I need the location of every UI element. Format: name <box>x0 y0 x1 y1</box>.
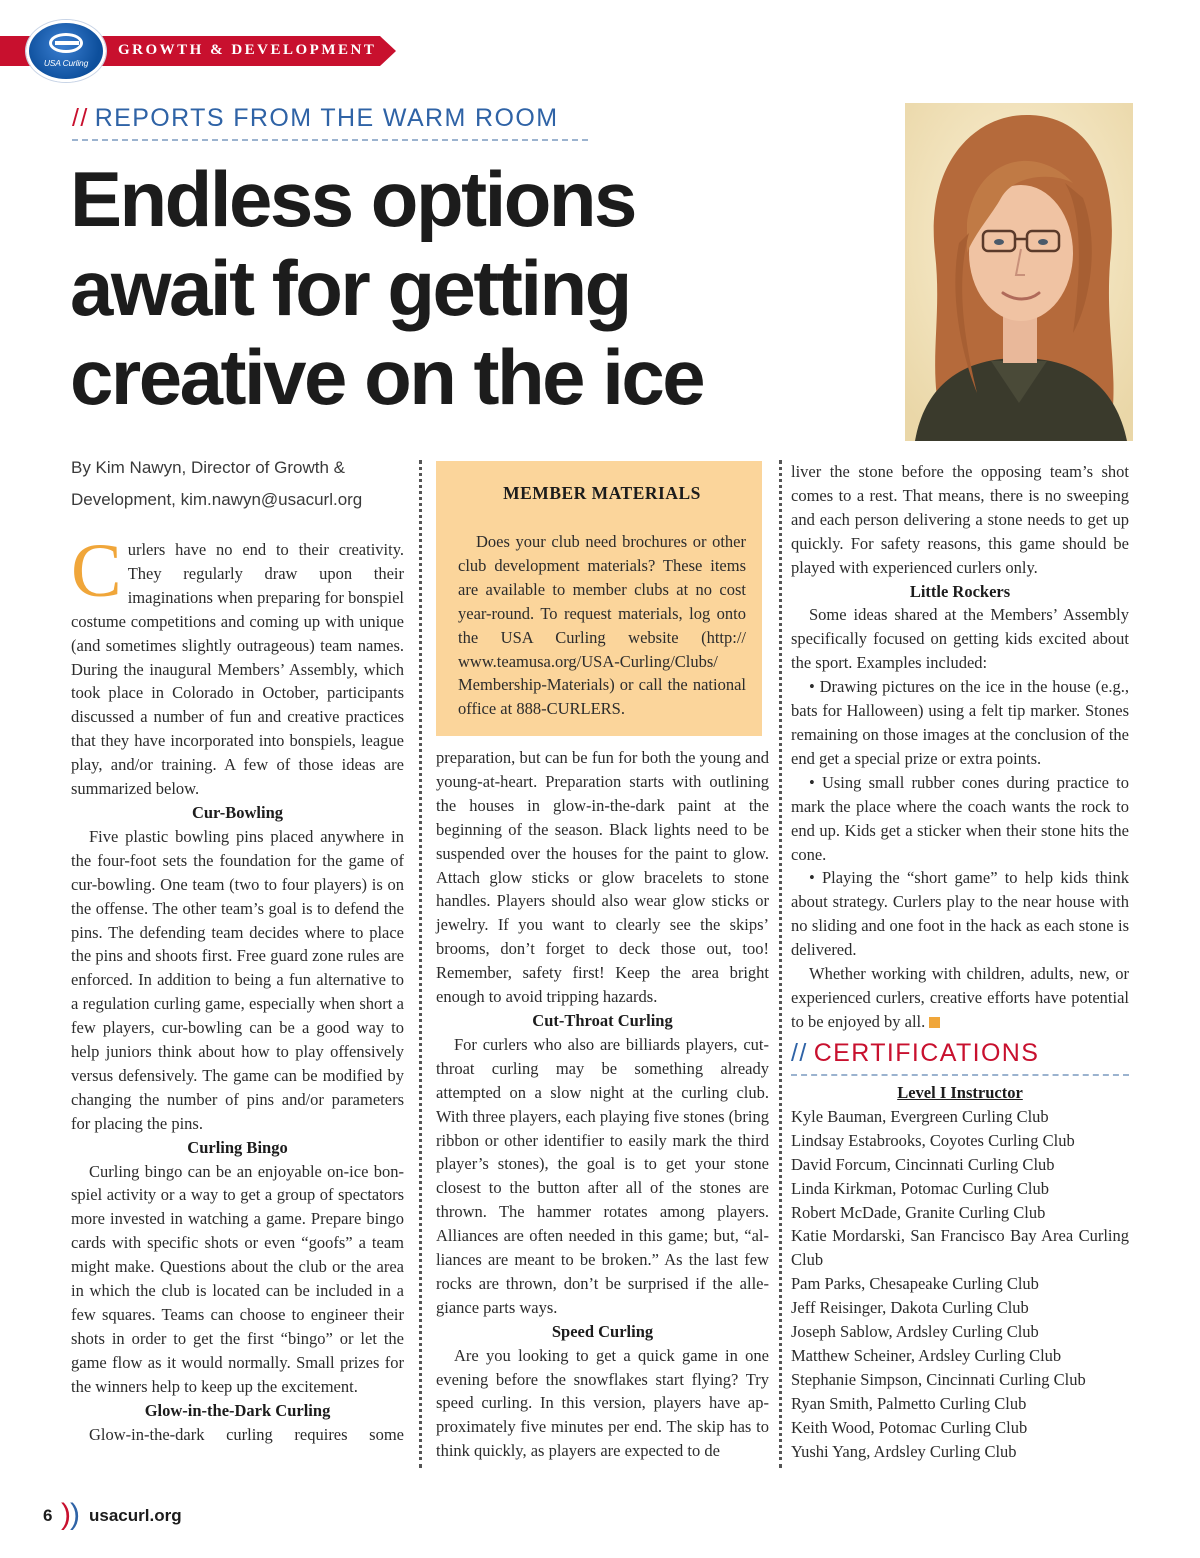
bullet-item-short-game: • Playing the “short game” to help kids think about strategy. Curlers play to the near house with no sliding and one foot in the hack as each stone is delivered. <box>791 868 1129 960</box>
certifications-heading <box>791 1039 1039 1068</box>
cert-name: David Forcum, Cincinnati Curling Club <box>791 1154 1055 1174</box>
cert-name: Keith Wood, Potomac Curling Club <box>791 1417 1028 1437</box>
kicker-divider <box>72 139 588 141</box>
byline-line-1: By Kim Nawyn, Director of Growth & <box>71 458 345 477</box>
cert-name: Lindsay Estabrooks, Coyotes Curling Club <box>791 1130 1075 1150</box>
sidebar-title: MEMBER MATERIALS <box>503 483 701 503</box>
end-mark-icon <box>929 1017 940 1028</box>
sidebar-text: Does your club need brochures or other club development materials? These items are available to member clubs at no cost year-round. To request materials, log onto the USA Curling website (http://​www.teamusa.org/USA-Curling/Clubs/​Membership-Materials) or call the national office at 888-CURLERS. <box>458 532 746 719</box>
cert-name: Robert McDade, Granite Curling Club <box>791 1202 1046 1222</box>
byline <box>71 452 404 516</box>
website-link[interactable]: usacurl.org <box>89 1506 182 1525</box>
byline-line-2: Development, kim.nawyn@usacurl.org <box>71 490 363 509</box>
cert-name: Pam Parks, Chesapeake Curling Club <box>791 1274 1039 1294</box>
bullet-item-drawing: • Drawing pictures on the ice in the house (e.g., bats for Halloween) using a felt tip marker. Stones remaining on those images at the conclusion of the end get a special prize or extra points. <box>791 677 1129 768</box>
column-divider <box>779 460 782 1468</box>
subhead-cur-bowling: Cur-Bowling <box>191 802 284 822</box>
cert-slash: // <box>791 1039 808 1067</box>
certifications-divider <box>791 1074 1129 1076</box>
subhead-speed-curling: Speed Curling <box>551 1321 654 1341</box>
author-portrait-image <box>905 103 1133 441</box>
cert-name: Joseph Sablow, Ardsley Curling Club <box>791 1322 1039 1342</box>
rockers-paragraph: Some ideas shared at the Members’ Assembly specifically focused on getting kids excited about the sport. Examples included: <box>791 605 1129 673</box>
logo-text: USA Curling <box>43 58 89 68</box>
section-label: GROWTH & DEVELOPMENT <box>118 42 377 58</box>
glow-paragraph-start: Glow-in-the-dark curling requires some <box>89 1424 404 1444</box>
footer-paren-blue-icon: ) <box>70 1498 80 1531</box>
article-column-2 <box>436 746 769 1463</box>
cert-name: Yushi Yang, Ardsley Curling Club <box>791 1441 1017 1461</box>
certifications-list <box>791 1081 1129 1464</box>
cert-name: Katie Mordarski, San Francisco Bay Area Curling Club <box>791 1226 1129 1270</box>
bullet-item-cones: • Using small rubber cones during practice to mark the place where the coach wants the rock to end up. Kids get a sticker when their stone hits the cone. <box>791 772 1129 864</box>
article-column-1 <box>71 454 404 1446</box>
cert-name: Linda Kirkman, Potomac Curling Club <box>791 1178 1050 1198</box>
cert-name: Matthew Scheiner, Ardsley Curling Club <box>791 1345 1062 1365</box>
usa-curling-logo <box>26 20 106 82</box>
intro-text: urlers have no end to their creativity. They regularly draw upon their imaginations when preparing for bonspiel costume competitions and coming up with unique (and sometimes slightly outrageous) team names. During the inaugural Members’ Assembly, which took place in Colorado in October, participants discussed a number of fun and creative practices that they have incorporated into bonspiels, league play, and/or training. A few of those ideas are summarized below. <box>71 540 404 799</box>
cert-name: Stephanie Simpson, Cincinnati Curling Club <box>791 1369 1086 1389</box>
article-kicker <box>72 104 558 133</box>
speed-paragraph-cont: liver the stone before the opposing team’s shot comes to a rest. That means, there is no sweeping and each person delivering a stone needs to get up quickly. For safety reasons, this game should be played with experienced curlers only. <box>791 462 1129 577</box>
intro-paragraph <box>71 529 404 801</box>
cur-bowling-paragraph: Five plastic bowling pins placed anywhere in the four-foot sets the foundation for the game of cur-bowling. One team (two to four players) is on the offense. The other team’s goal is to defend the pins. The defending team decides where to place the pins and shoots first. Free guard zone rules are enforced. In addition to being a fun alternative to a regulation curling game, especially when short a few players, cur-bowling can be a good way to help juniors think about how to play offensively versus defensively. The game can be modified by changing the number of pins and/or parameters for placing the pins. <box>71 826 404 1133</box>
banner-arrow-tip <box>380 36 396 66</box>
subhead-glow-curling: Glow-in-the-Dark Curling <box>144 1400 331 1420</box>
kicker-text: REPORTS FROM THE WARM ROOM <box>94 104 559 132</box>
speed-paragraph-start: Are you looking to get a quick game in one evening before the snowflakes start flying? Try speed curling. In this version, players have approximately five minutes per end. The skip has to think quickly, as players are expected to de <box>436 1345 769 1461</box>
cert-name: Ryan Smith, Palmetto Curling Club <box>791 1393 1027 1413</box>
title-line-1: Endless options <box>70 155 635 243</box>
footer-paren-red-icon: ) <box>61 1498 71 1531</box>
title-line-2: await for getting <box>70 244 630 332</box>
kicker-slash: // <box>72 104 89 132</box>
drop-cap: C <box>71 529 122 613</box>
cut-throat-paragraph: For curlers who also are billiards players, cut-throat curling may be something already attempted on a slow night at the curling club. With three players, each playing five stones (bring ribbon or other identifier to easily mark the third player’s stones), the goal is to get your stone closest to the button after all of the stones are thrown. The hammer rotates among players. Alliances are often needed in this game; but, “alliances are meant to be broken.” As the last few rocks are thrown, don’t be surprised if the allegiance parts ways. <box>436 1034 769 1317</box>
author-photo <box>905 103 1133 441</box>
article-column-3 <box>791 460 1129 1034</box>
glow-paragraph-cont: preparation, but can be fun for both the young and young-at-heart. Preparation starts with outlining the houses in glow-in-the-dark paint at the beginning of the season. Black lights need to be suspended over the houses for the paint to glow. Attach glow sticks or glow bracelets to stone handles. Players should also wear glow sticks or jewelry. If you want to clearly see the skips’ brooms, don’t forget to deck those out, too! Remember, safety first! Keep the area bright enough to avoid tripping hazards. <box>436 748 769 1007</box>
cert-title: CERTIFICATIONS <box>813 1039 1040 1067</box>
cert-name: Jeff Reisinger, Dakota Curling Club <box>791 1298 1029 1318</box>
column-divider <box>419 460 422 1468</box>
subhead-curling-bingo: Curling Bingo <box>187 1137 288 1157</box>
logo-stone-handle <box>55 41 79 45</box>
closing-text: Whether working with children, adults, new, or experienced curlers, creative efforts have potential to be enjoyed by all. <box>791 964 1129 1031</box>
closing-paragraph <box>791 962 1129 1034</box>
level-heading: Level I Instructor <box>897 1083 1023 1102</box>
subhead-cut-throat: Cut-Throat Curling <box>532 1010 673 1030</box>
member-materials-box <box>436 461 762 736</box>
page-number: 6 <box>43 1506 53 1525</box>
title-line-3: creative on the ice <box>70 333 704 421</box>
subhead-little-rockers: Little Rockers <box>909 581 1011 601</box>
article-title <box>70 155 870 422</box>
bingo-paragraph: Curling bingo can be an enjoyable on-ice bonspiel activity or a way to get a group of spectators more invested in watching a game. Prepare bingo cards with specific shots or even “goofs” a team might make. Questions about the club or the area in which the club is located can be included in a few squares. Teams can choose to engineer their shots in order to get the first “bingo” or let the game flow as it would normally. Small prizes for the winners help to keep up the excitement. <box>71 1161 404 1396</box>
cert-name: Kyle Bauman, Evergreen Curling Club <box>791 1106 1049 1126</box>
